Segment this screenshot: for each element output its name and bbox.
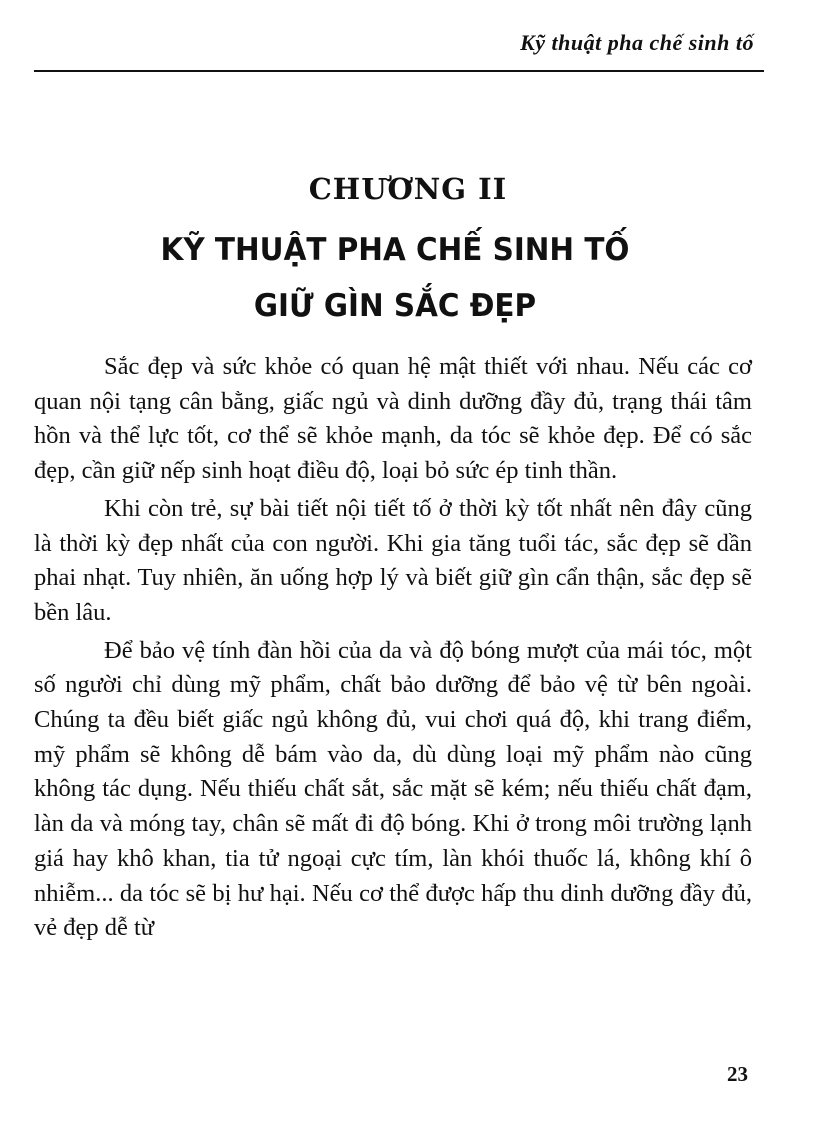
body-text bbox=[34, 350, 752, 949]
chapter-title-line-2: GIỮ GÌN SẮC ĐẸP bbox=[253, 288, 537, 324]
chapter-title-line-1: KỸ THUẬT PHA CHẾ SINH TỐ bbox=[160, 232, 630, 268]
paragraph-2: Khi còn trẻ, sự bài tiết nội tiết tố ở thời kỳ tốt nhất nên đây cũng là thời kỳ đẹp nhất của con người. Khi gia tăng tuổi tác, sắc đẹp sẽ dần phai nhạt. Tuy nhiên, ăn uống hợp lý và biết giữ gìn cẩn thận, sắc đẹp sẽ bền lâu. bbox=[34, 494, 752, 626]
running-header-title: Kỹ thuật pha chế sinh tố bbox=[520, 30, 754, 55]
page-number: 23 bbox=[727, 1062, 748, 1086]
paragraph-3: Để bảo vệ tính đàn hồi của da và độ bóng mượt của mái tóc, một số người chỉ dùng mỹ phẩm, chất bảo dưỡng để bảo vệ từ bên ngoài. Chúng ta đều biết giấc ngủ không đủ, vui chơi quá độ, khi trang điểm, mỹ phẩm sẽ không dễ bám vào da, dù dùng loại mỹ phẩm nào cũng không tác dụng. Nếu thiếu chất sắt, sắc mặt sẽ kém; nếu thiếu chất đạm, làn da và móng tay, chân sẽ mất đi độ bóng. Khi ở trong môi trường lạnh giá hay khô khan, tia tử ngoại cực tím, làn khói thuốc lá, không khí ô nhiễm... da tóc sẽ bị hư hại. Nếu cơ thể được hấp thu dinh dưỡng đầy đủ, vẻ đẹp dễ từ bbox=[34, 636, 752, 942]
chapter-label: CHƯƠNG II bbox=[308, 172, 508, 206]
header-rule bbox=[34, 70, 764, 72]
paragraph-1: Sắc đẹp và sức khỏe có quan hệ mật thiết với nhau. Nếu các cơ quan nội tạng cân bằng, giấc ngủ và dinh dưỡng đầy đủ, trạng thái tâm hồn và thể lực tốt, cơ thể sẽ khỏe mạnh, da tóc sẽ khỏe đẹp. Để có sắc đẹp, cần giữ nếp sinh hoạt điều độ, loại bỏ sức ép tinh thần. bbox=[34, 353, 752, 485]
chapter-title bbox=[20, 222, 771, 334]
